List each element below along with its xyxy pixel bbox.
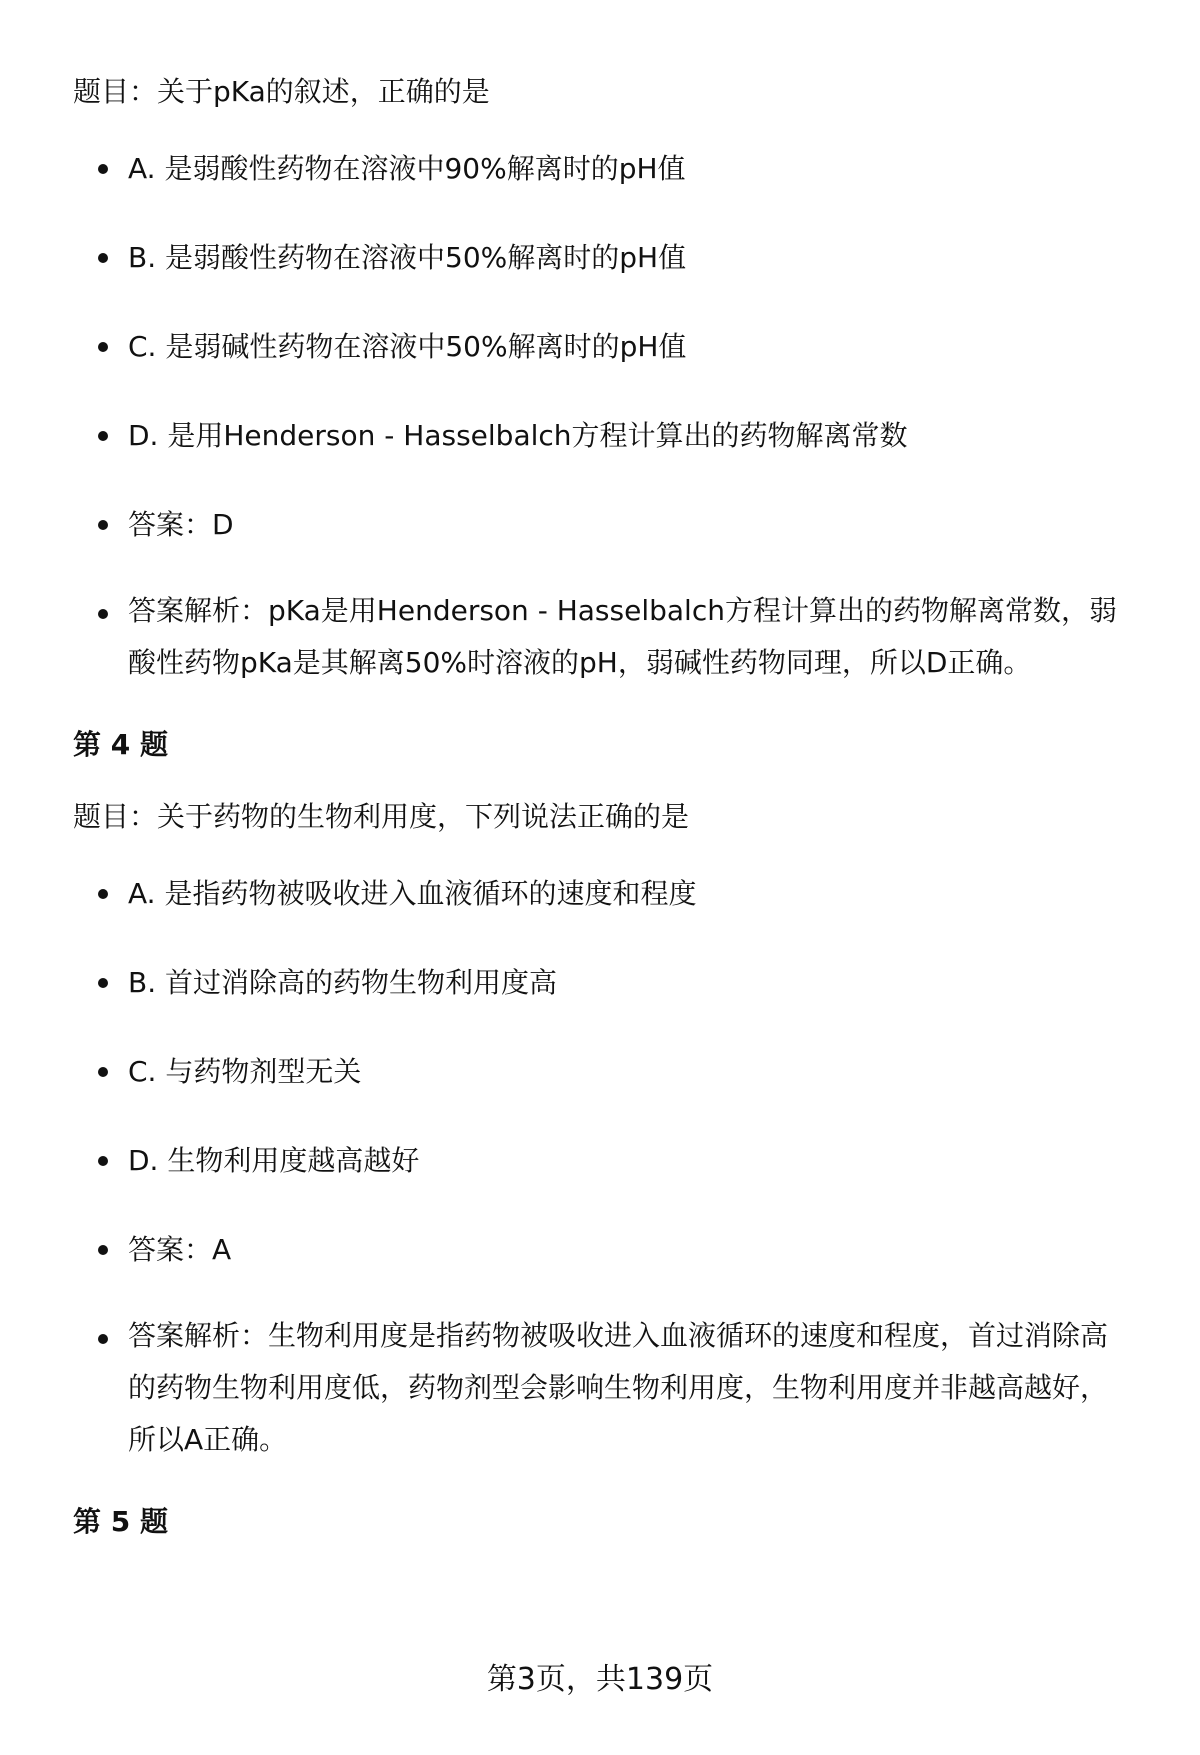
answer-text: 答案：D [128,508,234,541]
option-c [73,318,1130,375]
bullet-icon [98,164,108,174]
option-list [73,140,1130,689]
page-number: 第3页，共139页 [486,1662,714,1697]
question-4 [73,721,1130,1466]
answer [73,1221,1130,1278]
question-heading: 第 5 题 [73,1505,168,1538]
option-d [73,407,1130,464]
question-stem: 题目：关于pKa的叙述，正确的是 [73,75,490,108]
bullet-icon [98,1067,108,1077]
option-text: D. 是用Henderson - Hasselbalch方程计算出的药物解离常数 [128,419,908,452]
option-d [73,1132,1130,1189]
option-text: B. 首过消除高的药物生物利用度高 [128,966,558,999]
bullet-icon [98,520,108,530]
option-text: A. 是弱酸性药物在溶液中90%解离时的pH值 [128,152,686,185]
option-text: A. 是指药物被吸收进入血液循环的速度和程度 [128,877,697,910]
bullet-icon [98,253,108,263]
explanation-text: 答案解析：pKa是用Henderson - Hasselbalch方程计算出的药物解离常数，弱酸性药物pKa是其解离50%时溶液的pH，弱碱性药物同理，所以D正确。 [128,594,1117,679]
option-a [73,865,1130,922]
bullet-icon [98,342,108,352]
option-text: C. 与药物剂型无关 [128,1055,362,1088]
answer [73,496,1130,553]
question-5 [73,1498,1130,1546]
bullet-icon [98,431,108,441]
option-c [73,1043,1130,1100]
question-3 [73,68,1130,689]
option-text: D. 生物利用度越高越好 [128,1144,420,1177]
bullet-icon [98,978,108,988]
option-list [73,865,1130,1466]
answer-explanation [73,1310,1130,1466]
bullet-icon [98,1245,108,1255]
question-heading: 第 4 题 [73,728,168,761]
option-text: B. 是弱酸性药物在溶液中50%解离时的pH值 [128,241,687,274]
option-text: C. 是弱碱性药物在溶液中50%解离时的pH值 [128,330,687,363]
bullet-icon [98,1156,108,1166]
option-b [73,954,1130,1011]
answer-text: 答案：A [128,1233,232,1266]
bullet-icon [98,889,108,899]
bullet-icon [98,1334,108,1344]
explanation-text: 答案解析：生物利用度是指药物被吸收进入血液循环的速度和程度，首过消除高的药物生物利用度低，药物剂型会影响生物利用度，生物利用度并非越高越好，所以A正确。 [128,1319,1109,1456]
option-b [73,229,1130,286]
answer-explanation [73,585,1130,689]
option-a [73,140,1130,197]
question-stem: 题目：关于药物的生物利用度，下列说法正确的是 [73,800,690,833]
bullet-icon [98,609,108,619]
